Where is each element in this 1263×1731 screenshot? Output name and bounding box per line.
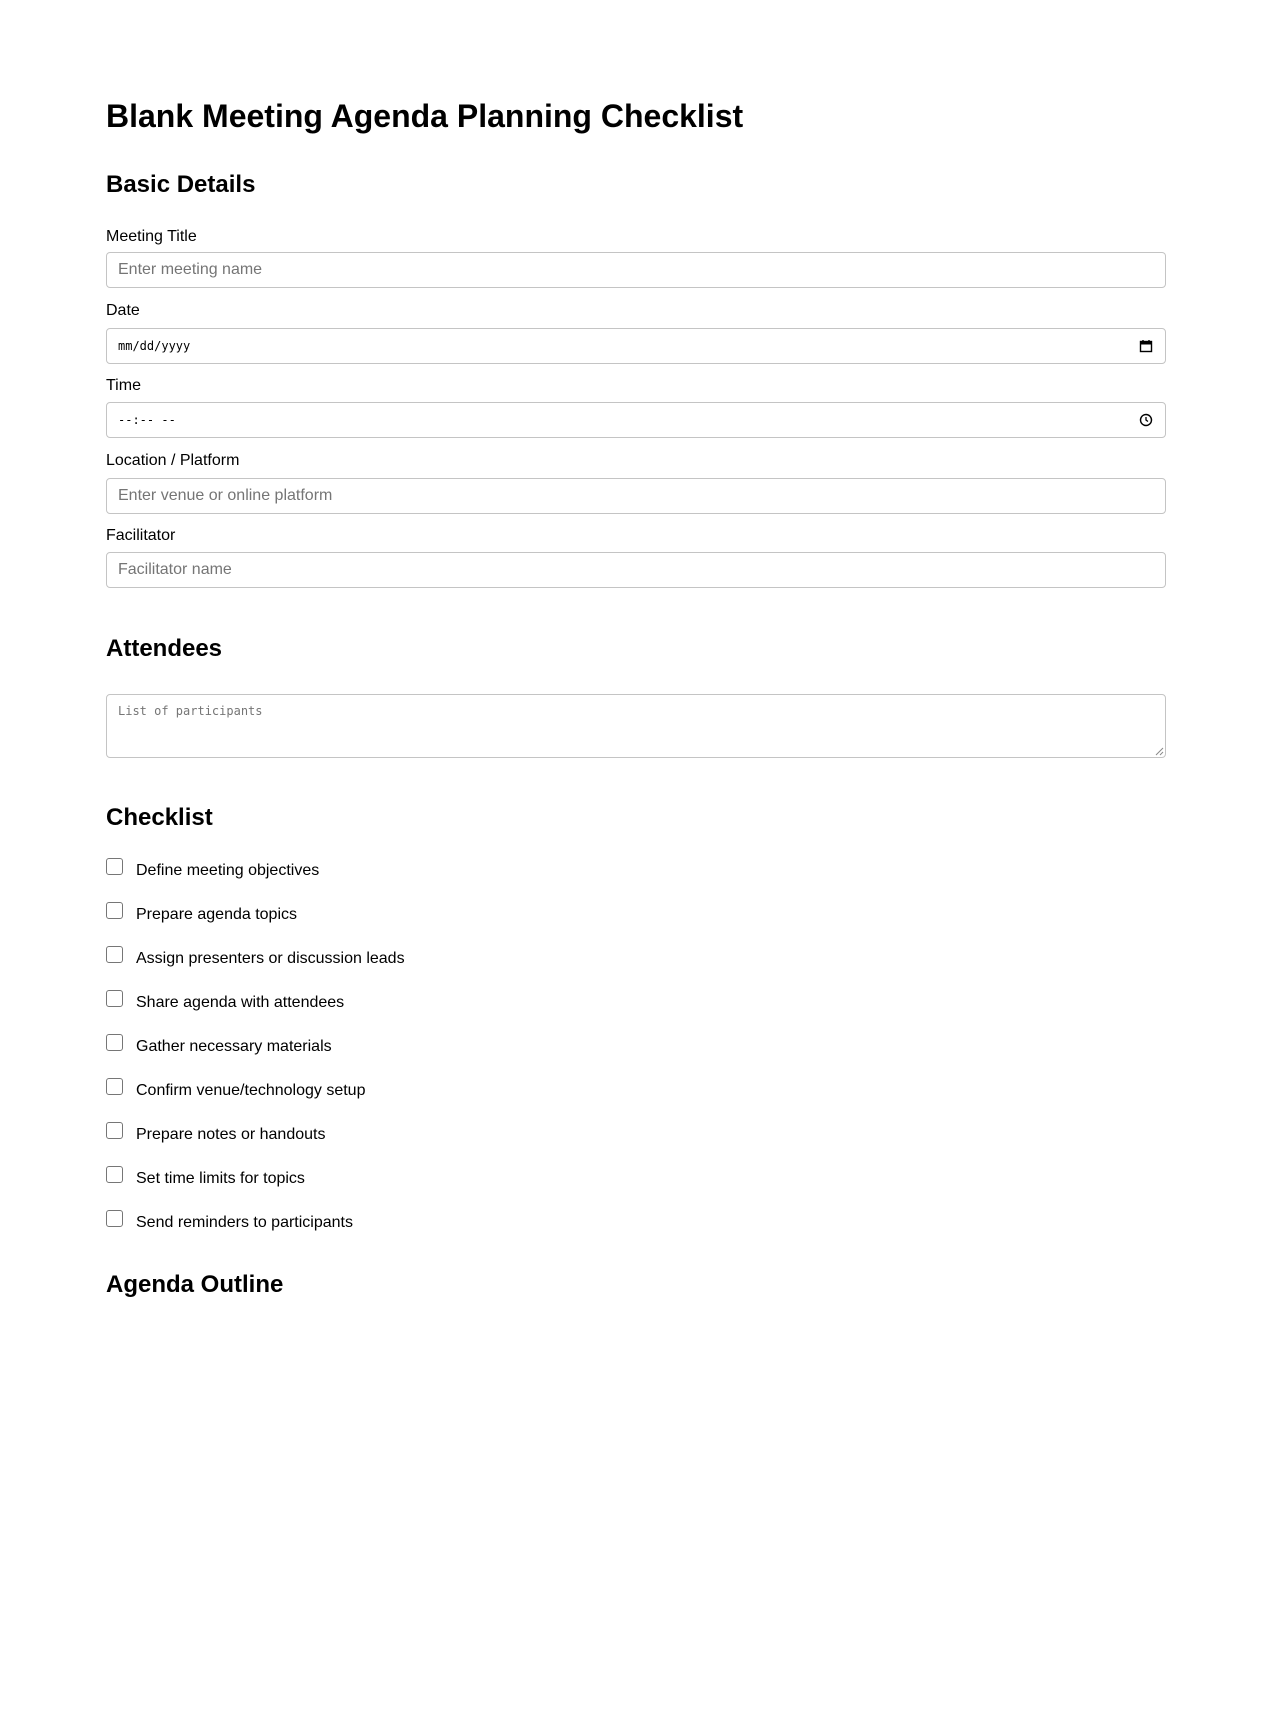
checklist-item-label: Prepare notes or handouts (136, 1126, 326, 1143)
attendees-textarea[interactable] (106, 694, 1166, 758)
date-input[interactable] (106, 328, 1166, 364)
meeting-title-label: Meeting Title (106, 228, 197, 245)
facilitator-placeholder: Facilitator name (118, 561, 232, 578)
resize-grip-icon[interactable] (1155, 747, 1164, 756)
checklist-item[interactable] (106, 1166, 706, 1190)
checklist-item[interactable] (106, 990, 706, 1014)
location-label: Location / Platform (106, 452, 240, 469)
time-value: --:-- -- (118, 413, 176, 427)
date-value: mm/dd/yyyy (118, 339, 191, 353)
checklist-item-label: Share agenda with attendees (136, 994, 345, 1011)
meeting-title-input[interactable] (106, 252, 1166, 288)
clock-icon[interactable] (1139, 413, 1153, 427)
calendar-icon[interactable] (1139, 339, 1153, 353)
checklist-item[interactable] (106, 902, 706, 926)
checklist-item[interactable] (106, 946, 706, 970)
checkbox[interactable] (106, 1166, 123, 1183)
date-label: Date (106, 302, 140, 319)
time-label: Time (106, 377, 141, 394)
checkbox[interactable] (106, 990, 123, 1007)
page-title: Blank Meeting Agenda Planning Checklist (106, 98, 744, 134)
checklist-item-label: Gather necessary materials (136, 1038, 332, 1055)
checklist-item-label: Set time limits for topics (136, 1170, 305, 1187)
checkbox[interactable] (106, 1034, 123, 1051)
checklist-item-label: Define meeting objectives (136, 862, 320, 879)
checkbox[interactable] (106, 1122, 123, 1139)
checklist-heading: Checklist (106, 804, 213, 831)
checklist-item-label: Send reminders to participants (136, 1214, 353, 1231)
facilitator-label: Facilitator (106, 527, 176, 544)
checkbox[interactable] (106, 858, 123, 875)
attendees-heading: Attendees (106, 635, 223, 662)
checklist-item[interactable] (106, 1034, 706, 1058)
location-placeholder: Enter venue or online platform (118, 487, 333, 504)
attendees-placeholder: List of participants (118, 704, 263, 718)
meeting-title-placeholder: Enter meeting name (118, 261, 263, 278)
checkbox[interactable] (106, 902, 123, 919)
agenda-outline-heading: Agenda Outline (106, 1271, 284, 1298)
checklist-item[interactable] (106, 1078, 706, 1102)
checklist-item-label: Confirm venue/technology setup (136, 1082, 366, 1099)
checkbox[interactable] (106, 1210, 123, 1227)
facilitator-input[interactable] (106, 552, 1166, 588)
location-input[interactable] (106, 478, 1166, 514)
checkbox[interactable] (106, 1078, 123, 1095)
checklist-item[interactable] (106, 858, 706, 882)
checkbox[interactable] (106, 946, 123, 963)
checklist-item-label: Assign presenters or discussion leads (136, 950, 405, 967)
checklist-item[interactable] (106, 1210, 706, 1234)
checklist-item[interactable] (106, 1122, 706, 1146)
checklist-item-label: Prepare agenda topics (136, 906, 297, 923)
time-input[interactable] (106, 402, 1166, 438)
basic-details-heading: Basic Details (106, 171, 256, 198)
